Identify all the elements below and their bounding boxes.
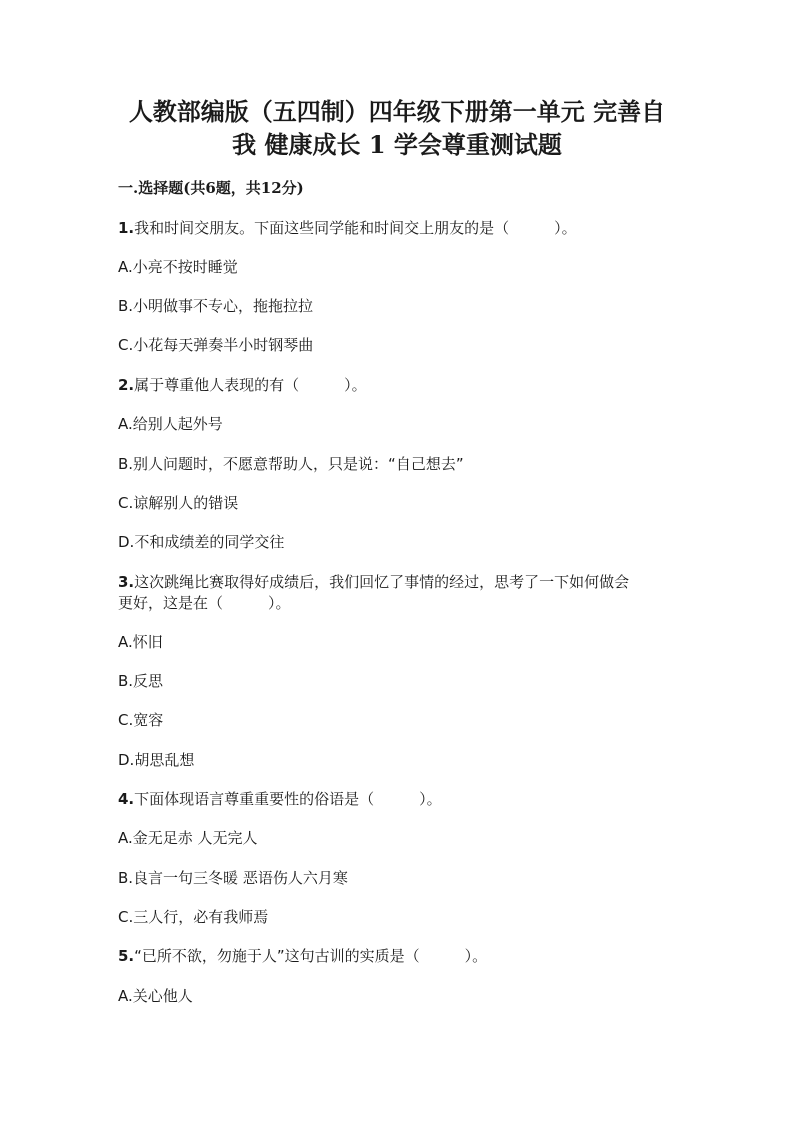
question-text: 这次跳绳比赛取得好成绩后，我们回忆了事情的经过，思考了一下如何做会 [134, 573, 630, 591]
question-3-stem [118, 572, 629, 592]
question-number: 1. [118, 219, 135, 237]
question-2-option-b: B.别人问题时，不愿意帮助人，只是说：“自己想去” [118, 455, 464, 473]
document-title-line-2: 我 健康成长 1 学会尊重测试题 [232, 130, 562, 159]
question-text: 我和时间交朋友。下面这些同学能和时间交上朋友的是（ ）。 [134, 219, 577, 237]
question-3-option-b: B.反思 [118, 672, 164, 690]
question-number: 3. [118, 573, 135, 591]
section-heading: 一.选择题(共6题，共12分) [118, 179, 304, 197]
question-1-option-a: A.小亮不按时睡觉 [118, 258, 238, 276]
question-2-option-a: A.给别人起外号 [118, 415, 223, 433]
question-4-stem [118, 789, 442, 809]
question-text: 属于尊重他人表现的有（ ）。 [134, 376, 367, 394]
question-2-option-d: D.不和成绩差的同学交往 [118, 533, 285, 551]
question-text: 下面体现语言尊重重要性的俗语是（ ）。 [134, 790, 442, 808]
question-number: 4. [118, 790, 135, 808]
question-3-option-a: A.怀旧 [118, 633, 163, 651]
question-3-stem-continued: 更好，这是在（ ）。 [118, 594, 291, 612]
question-1-option-b: B.小明做事不专心，拖拖拉拉 [118, 297, 314, 315]
question-5-option-a: A.关心他人 [118, 987, 193, 1005]
question-number: 2. [118, 376, 135, 394]
question-3-option-c: C.宽容 [118, 711, 164, 729]
question-1-option-c: C.小花每天弹奏半小时钢琴曲 [118, 336, 314, 354]
document-title-line-1: 人教部编版（五四制）四年级下册第一单元 完善自 [128, 97, 666, 126]
question-2-option-c: C.谅解别人的错误 [118, 494, 239, 512]
question-text: “已所不欲，勿施于人”这句古训的实质是（ ）。 [134, 947, 488, 965]
question-4-option-a: A.金无足赤 人无完人 [118, 829, 258, 847]
question-4-option-c: C.三人行，必有我师焉 [118, 908, 269, 926]
question-number: 5. [118, 947, 135, 965]
question-4-option-b: B.良言一句三冬暖 恶语伤人六月寒 [118, 869, 348, 887]
question-3-option-d: D.胡思乱想 [118, 751, 195, 769]
question-2-stem [118, 375, 367, 395]
question-5-stem [118, 946, 487, 966]
question-1-stem [118, 218, 577, 238]
